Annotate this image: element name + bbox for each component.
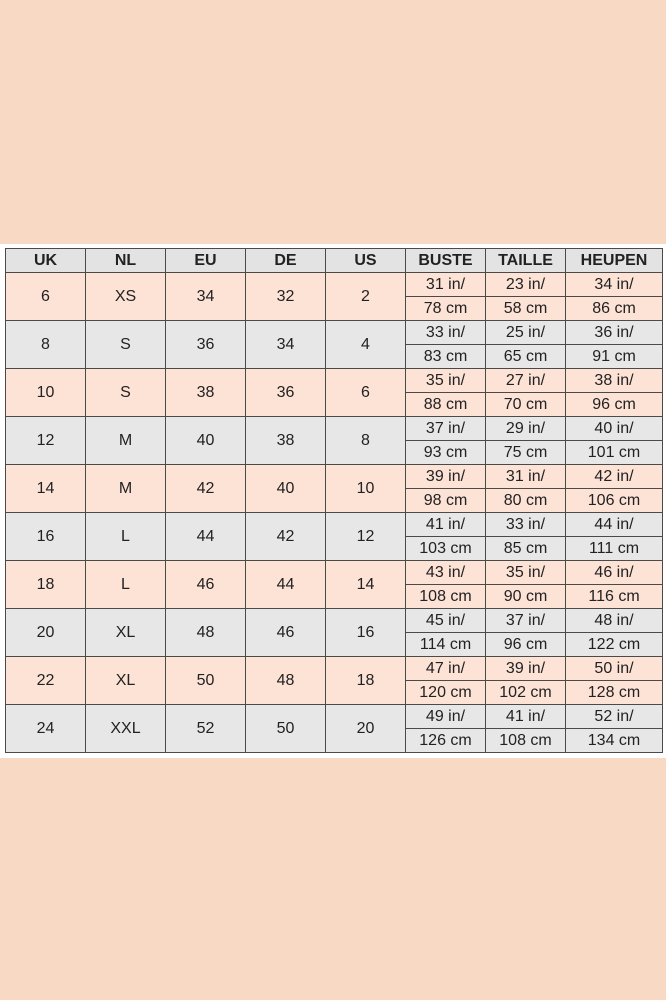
- buste-cm-cell: 114 cm: [406, 633, 486, 657]
- header-nl: NL: [86, 249, 166, 273]
- table-row: [6, 273, 663, 297]
- eu-size-cell: 50: [166, 657, 246, 705]
- eu-size-cell: 48: [166, 609, 246, 657]
- us-size-cell: 12: [326, 513, 406, 561]
- nl-size-cell: XL: [86, 609, 166, 657]
- eu-size-cell: 34: [166, 273, 246, 321]
- heupen-inch-cell: 48 in/: [566, 609, 663, 633]
- buste-cm-cell: 88 cm: [406, 393, 486, 417]
- taille-inch-cell: 31 in/: [486, 465, 566, 489]
- buste-inch-cell: 37 in/: [406, 417, 486, 441]
- heupen-cm-cell: 111 cm: [566, 537, 663, 561]
- buste-cm-cell: 126 cm: [406, 729, 486, 753]
- heupen-inch-cell: 36 in/: [566, 321, 663, 345]
- buste-inch-cell: 41 in/: [406, 513, 486, 537]
- table-row: [6, 705, 663, 729]
- table-row: [6, 321, 663, 345]
- heupen-inch-cell: 46 in/: [566, 561, 663, 585]
- nl-size-cell: L: [86, 561, 166, 609]
- nl-size-cell: S: [86, 321, 166, 369]
- uk-size-cell: 14: [6, 465, 86, 513]
- uk-size-cell: 22: [6, 657, 86, 705]
- de-size-cell: 40: [246, 465, 326, 513]
- buste-cm-cell: 120 cm: [406, 681, 486, 705]
- table-row: [6, 657, 663, 681]
- eu-size-cell: 42: [166, 465, 246, 513]
- taille-cm-cell: 102 cm: [486, 681, 566, 705]
- header-us: US: [326, 249, 406, 273]
- buste-inch-cell: 43 in/: [406, 561, 486, 585]
- uk-size-cell: 10: [6, 369, 86, 417]
- taille-inch-cell: 39 in/: [486, 657, 566, 681]
- nl-size-cell: L: [86, 513, 166, 561]
- uk-size-cell: 24: [6, 705, 86, 753]
- de-size-cell: 50: [246, 705, 326, 753]
- nl-size-cell: S: [86, 369, 166, 417]
- uk-size-cell: 8: [6, 321, 86, 369]
- buste-inch-cell: 45 in/: [406, 609, 486, 633]
- taille-inch-cell: 37 in/: [486, 609, 566, 633]
- taille-inch-cell: 33 in/: [486, 513, 566, 537]
- taille-inch-cell: 23 in/: [486, 273, 566, 297]
- heupen-inch-cell: 44 in/: [566, 513, 663, 537]
- taille-inch-cell: 35 in/: [486, 561, 566, 585]
- buste-cm-cell: 78 cm: [406, 297, 486, 321]
- taille-inch-cell: 27 in/: [486, 369, 566, 393]
- heupen-inch-cell: 40 in/: [566, 417, 663, 441]
- buste-cm-cell: 98 cm: [406, 489, 486, 513]
- uk-size-cell: 16: [6, 513, 86, 561]
- taille-cm-cell: 58 cm: [486, 297, 566, 321]
- taille-cm-cell: 96 cm: [486, 633, 566, 657]
- nl-size-cell: M: [86, 417, 166, 465]
- table-row: [6, 513, 663, 537]
- nl-size-cell: XL: [86, 657, 166, 705]
- us-size-cell: 6: [326, 369, 406, 417]
- eu-size-cell: 38: [166, 369, 246, 417]
- de-size-cell: 48: [246, 657, 326, 705]
- table-row: [6, 609, 663, 633]
- heupen-inch-cell: 52 in/: [566, 705, 663, 729]
- header-eu: EU: [166, 249, 246, 273]
- taille-inch-cell: 41 in/: [486, 705, 566, 729]
- taille-cm-cell: 75 cm: [486, 441, 566, 465]
- header-de: DE: [246, 249, 326, 273]
- uk-size-cell: 18: [6, 561, 86, 609]
- buste-inch-cell: 35 in/: [406, 369, 486, 393]
- de-size-cell: 34: [246, 321, 326, 369]
- heupen-inch-cell: 50 in/: [566, 657, 663, 681]
- taille-cm-cell: 65 cm: [486, 345, 566, 369]
- heupen-cm-cell: 106 cm: [566, 489, 663, 513]
- eu-size-cell: 36: [166, 321, 246, 369]
- buste-inch-cell: 33 in/: [406, 321, 486, 345]
- buste-cm-cell: 108 cm: [406, 585, 486, 609]
- de-size-cell: 44: [246, 561, 326, 609]
- taille-cm-cell: 90 cm: [486, 585, 566, 609]
- uk-size-cell: 20: [6, 609, 86, 657]
- us-size-cell: 2: [326, 273, 406, 321]
- de-size-cell: 46: [246, 609, 326, 657]
- us-size-cell: 8: [326, 417, 406, 465]
- table-row: [6, 561, 663, 585]
- heupen-cm-cell: 101 cm: [566, 441, 663, 465]
- header-heupen: HEUPEN: [566, 249, 663, 273]
- eu-size-cell: 44: [166, 513, 246, 561]
- buste-cm-cell: 103 cm: [406, 537, 486, 561]
- header-buste: BUSTE: [406, 249, 486, 273]
- heupen-cm-cell: 86 cm: [566, 297, 663, 321]
- us-size-cell: 20: [326, 705, 406, 753]
- us-size-cell: 16: [326, 609, 406, 657]
- taille-inch-cell: 29 in/: [486, 417, 566, 441]
- nl-size-cell: M: [86, 465, 166, 513]
- heupen-inch-cell: 34 in/: [566, 273, 663, 297]
- buste-cm-cell: 93 cm: [406, 441, 486, 465]
- header-row: [6, 249, 663, 273]
- eu-size-cell: 46: [166, 561, 246, 609]
- nl-size-cell: XS: [86, 273, 166, 321]
- de-size-cell: 32: [246, 273, 326, 321]
- taille-inch-cell: 25 in/: [486, 321, 566, 345]
- heupen-inch-cell: 42 in/: [566, 465, 663, 489]
- heupen-cm-cell: 91 cm: [566, 345, 663, 369]
- nl-size-cell: XXL: [86, 705, 166, 753]
- us-size-cell: 10: [326, 465, 406, 513]
- heupen-inch-cell: 38 in/: [566, 369, 663, 393]
- de-size-cell: 36: [246, 369, 326, 417]
- buste-inch-cell: 39 in/: [406, 465, 486, 489]
- size-chart-table: [5, 248, 663, 753]
- us-size-cell: 18: [326, 657, 406, 705]
- taille-cm-cell: 108 cm: [486, 729, 566, 753]
- heupen-cm-cell: 134 cm: [566, 729, 663, 753]
- de-size-cell: 42: [246, 513, 326, 561]
- eu-size-cell: 40: [166, 417, 246, 465]
- us-size-cell: 14: [326, 561, 406, 609]
- heupen-cm-cell: 122 cm: [566, 633, 663, 657]
- heupen-cm-cell: 96 cm: [566, 393, 663, 417]
- us-size-cell: 4: [326, 321, 406, 369]
- table-row: [6, 417, 663, 441]
- eu-size-cell: 52: [166, 705, 246, 753]
- buste-inch-cell: 49 in/: [406, 705, 486, 729]
- buste-cm-cell: 83 cm: [406, 345, 486, 369]
- heupen-cm-cell: 116 cm: [566, 585, 663, 609]
- taille-cm-cell: 70 cm: [486, 393, 566, 417]
- table-row: [6, 369, 663, 393]
- buste-inch-cell: 47 in/: [406, 657, 486, 681]
- header-uk: UK: [6, 249, 86, 273]
- taille-cm-cell: 85 cm: [486, 537, 566, 561]
- taille-cm-cell: 80 cm: [486, 489, 566, 513]
- table-row: [6, 465, 663, 489]
- size-chart-panel: [0, 244, 666, 758]
- buste-inch-cell: 31 in/: [406, 273, 486, 297]
- uk-size-cell: 6: [6, 273, 86, 321]
- de-size-cell: 38: [246, 417, 326, 465]
- header-taille: TAILLE: [486, 249, 566, 273]
- heupen-cm-cell: 128 cm: [566, 681, 663, 705]
- uk-size-cell: 12: [6, 417, 86, 465]
